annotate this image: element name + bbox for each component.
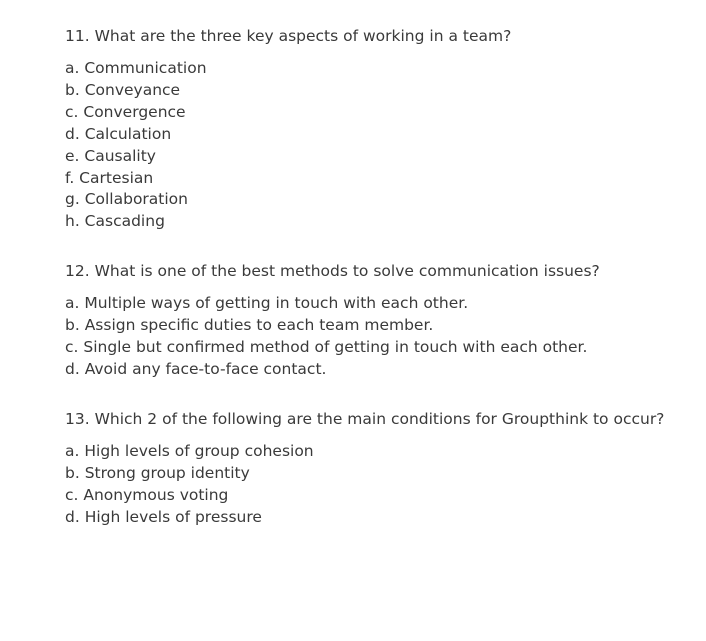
option-item: a. Communication <box>65 59 207 77</box>
question-text: 13. Which 2 of the following are the main conditions for Groupthink to occur? <box>65 409 665 428</box>
option-item: h. Cascading <box>65 212 165 231</box>
option-item: d. Calculation <box>65 124 172 143</box>
option-item: c. Anonymous voting <box>65 485 229 504</box>
option-item: f. Cartesian <box>65 168 154 187</box>
option-item: e. Causality <box>65 146 156 165</box>
option-item: a. High levels of group cohesion <box>65 441 314 460</box>
option-item: c. Single but confirmed method of getting in touch with each other. <box>65 338 588 357</box>
question-text: 11. What are the three key aspects of working in a team? <box>65 27 512 45</box>
quiz-document <box>65 26 695 557</box>
option-item: b. Strong group identity <box>65 463 250 482</box>
option-list <box>65 293 695 381</box>
option-item: g. Collaboration <box>65 190 188 209</box>
question-text: 12. What is one of the best methods to solve communication issues? <box>65 262 600 281</box>
option-item: b. Conveyance <box>65 80 181 99</box>
option-item: d. High levels of pressure <box>65 507 262 526</box>
question-12 <box>65 261 695 381</box>
question-13 <box>65 409 695 529</box>
option-item: d. Avoid any face-to-face contact. <box>65 359 327 378</box>
option-item: a. Multiple ways of getting in touch with each other. <box>65 294 469 313</box>
question-11 <box>65 26 695 233</box>
option-item: c. Convergence <box>65 102 186 121</box>
option-list <box>65 58 695 233</box>
option-list <box>65 441 695 529</box>
option-item: b. Assign specific duties to each team member. <box>65 316 434 335</box>
